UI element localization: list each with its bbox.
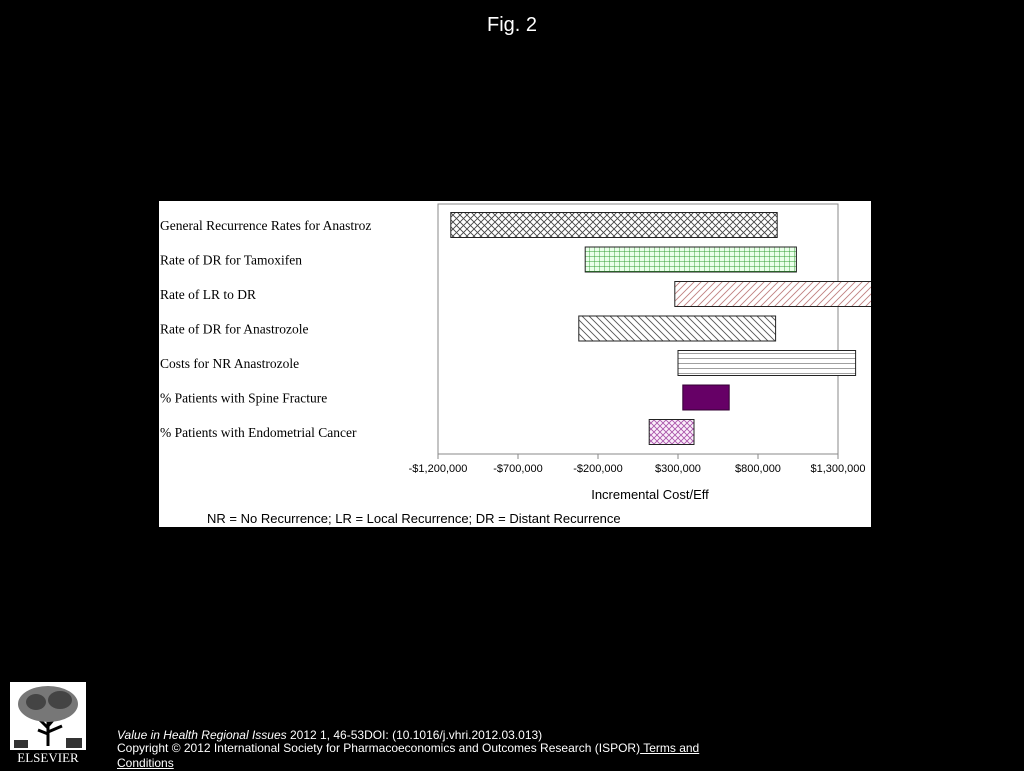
category-labels [160, 218, 371, 440]
category-label: Costs for NR Anastrozole [160, 356, 300, 371]
x-axis-ticks [409, 454, 866, 475]
bar [683, 385, 729, 410]
tornado-chart [159, 201, 871, 527]
chart-footnote: NR = No Recurrence; LR = Local Recurrence; DR = Distant Recurrence [207, 511, 621, 526]
x-tick-label: -$200,000 [573, 463, 623, 475]
bar [585, 247, 796, 272]
category-label: Rate of DR for Anastrozole [160, 321, 309, 337]
chart-svg [159, 201, 871, 527]
svg-text:ELSEVIER: ELSEVIER [17, 750, 79, 765]
bar [675, 282, 871, 307]
figure-title: Fig. 2 [486, 14, 538, 36]
category-label: Rate of DR for Tamoxifen [160, 252, 303, 268]
bars [451, 213, 871, 445]
bar [579, 316, 776, 341]
copyright [117, 741, 737, 771]
elsevier-logo [8, 680, 88, 766]
citation [117, 728, 737, 742]
copyright-text: Copyright © 2012 International Society for Pharmacoeconomics and Outcomes Research (ISPOR) [117, 741, 641, 755]
x-tick-label: -$1,200,000 [408, 463, 468, 475]
x-tick-label: $800,000 [735, 463, 781, 475]
citation-details: 2012 1, 46-53DOI: (10.1016/j.vhri.2012.03.013) [286, 728, 543, 742]
journal-name: Value in Health Regional Issues [117, 728, 287, 742]
x-axis-label: Incremental Cost/Eff [591, 487, 709, 502]
category-label: General Recurrence Rates for Anastroz [160, 218, 372, 233]
category-label: % Patients with Spine Fracture [160, 390, 328, 406]
category-label: % Patients with Endometrial Cancer [160, 425, 357, 440]
terms-link[interactable]: Terms and Conditions [117, 741, 700, 770]
bar [649, 420, 694, 445]
x-tick-label: $300,000 [655, 463, 701, 475]
x-tick-label: -$700,000 [493, 463, 543, 475]
bar [451, 213, 777, 238]
x-tick-label: $1,300,000 [810, 463, 866, 475]
category-label: Rate of LR to DR [160, 287, 256, 302]
bar [678, 351, 856, 376]
